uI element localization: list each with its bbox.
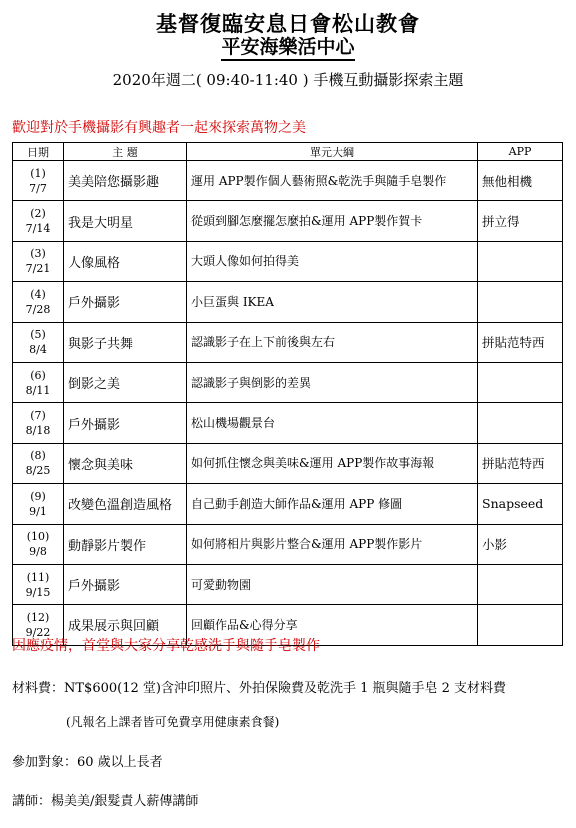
date-cell — [13, 322, 64, 362]
table-header-row — [13, 143, 563, 161]
topic-cell: 戶外攝影 — [64, 282, 187, 322]
date-cell — [13, 201, 64, 241]
session-date: 7/14 — [25, 222, 51, 236]
session-number: (4) — [30, 287, 46, 301]
schedule-table — [12, 142, 563, 646]
header-outline: 單元大綱 — [187, 143, 478, 161]
session-number: (9) — [30, 489, 46, 503]
session-number: (12) — [26, 610, 50, 624]
date-cell — [13, 443, 64, 483]
header-date: 日期 — [13, 143, 64, 161]
table-row — [13, 322, 563, 362]
app-cell: 拼立得 — [478, 201, 563, 241]
topic-cell: 懷念與美味 — [64, 443, 187, 483]
table-row — [13, 241, 563, 281]
date-cell — [13, 161, 64, 201]
topic-cell: 動靜影片製作 — [64, 524, 187, 564]
app-cell — [478, 282, 563, 322]
table-row — [13, 362, 563, 402]
welcome-text: 歡迎對於手機攝影有興趣者一起來探索萬物之美 — [12, 120, 306, 136]
topic-cell: 與影子共舞 — [64, 322, 187, 362]
app-cell: 無他相機 — [478, 161, 563, 201]
outline-cell: 從頭到腳怎麼擺怎麼拍&運用 APP製作賀卡 — [187, 201, 478, 241]
outline-cell: 認識影子在上下前後與左右 — [187, 322, 478, 362]
app-cell: 拼貼范特西 — [478, 322, 563, 362]
outline-cell: 如何抓住懷念與美味&運用 APP製作故事海報 — [187, 443, 478, 483]
topic-cell: 美美陪您攝影趣 — [64, 161, 187, 201]
table-row — [13, 443, 563, 483]
table-row — [13, 484, 563, 524]
course-title: 2020年週二( 09:40-11:40 ) 手機互動攝影探索主題 — [112, 71, 464, 89]
date-cell — [13, 282, 64, 322]
topic-cell: 戶外攝影 — [64, 403, 187, 443]
schedule-body — [13, 161, 563, 646]
center-title — [0, 32, 576, 59]
outline-cell: 松山機場觀景台 — [187, 403, 478, 443]
session-number: (2) — [30, 207, 46, 221]
outline-cell: 可愛動物園 — [187, 564, 478, 604]
session-date: 9/1 — [29, 504, 47, 518]
outline-cell: 回顧作品&心得分享 — [187, 605, 478, 645]
app-cell: 小影 — [478, 524, 563, 564]
outline-cell: 自己動手創造大師作品&運用 APP 修圖 — [187, 484, 478, 524]
table-row — [13, 201, 563, 241]
table-row — [13, 524, 563, 564]
app-cell: 拼貼范特西 — [478, 443, 563, 483]
session-date: 9/15 — [25, 585, 51, 599]
target-audience: 參加對象：60 歲以上長者 — [12, 755, 163, 770]
outline-cell: 認識影子與倒影的差異 — [187, 362, 478, 402]
session-date: 9/22 — [25, 625, 51, 639]
topic-cell: 成果展示與回顧 — [64, 605, 187, 645]
session-date: 7/28 — [25, 302, 51, 316]
outline-cell: 小巨蛋與 IKEA — [187, 282, 478, 322]
outline-cell: 運用 APP製作個人藝術照&乾洗手與隨手皂製作 — [187, 161, 478, 201]
outline-cell: 如何將相片與影片整合&運用 APP製作影片 — [187, 524, 478, 564]
center-title-text: 平安海樂活中心 — [221, 36, 354, 61]
session-date: 8/11 — [25, 383, 51, 397]
topic-cell: 改變色溫創造風格 — [64, 484, 187, 524]
pandemic-notice: 因應疫情，首堂與大家分享乾感洗手與隨手皂製作 — [12, 638, 320, 654]
session-number: (7) — [30, 409, 46, 423]
session-number: (1) — [30, 166, 46, 180]
date-cell — [13, 241, 64, 281]
fee-note: (凡報名上課者皆可免費享用健康素食餐) — [66, 715, 280, 729]
table-row — [13, 564, 563, 604]
church-title: 基督復臨安息日會松山教會 — [156, 11, 420, 36]
date-cell — [13, 362, 64, 402]
date-cell — [13, 484, 64, 524]
table-row — [13, 282, 563, 322]
date-cell — [13, 564, 64, 604]
app-cell: Snapseed — [478, 484, 563, 524]
date-cell — [13, 524, 64, 564]
outline-cell: 大頭人像如何拍得美 — [187, 241, 478, 281]
session-date: 9/8 — [29, 545, 47, 559]
session-date: 8/18 — [25, 424, 51, 438]
session-date: 8/25 — [25, 464, 51, 478]
app-cell — [478, 362, 563, 402]
session-number: (8) — [30, 449, 46, 463]
topic-cell: 我是大明星 — [64, 201, 187, 241]
topic-cell: 戶外攝影 — [64, 564, 187, 604]
date-cell — [13, 403, 64, 443]
session-date: 7/7 — [29, 181, 47, 195]
session-number: (3) — [30, 247, 46, 261]
table-row — [13, 403, 563, 443]
session-date: 7/21 — [25, 262, 51, 276]
header-topic: 主 題 — [64, 143, 187, 161]
session-number: (6) — [30, 368, 46, 382]
session-number: (5) — [30, 328, 46, 342]
topic-cell: 人像風格 — [64, 241, 187, 281]
instructor: 講師：楊美美/銀髮責人薪傳講師 — [12, 794, 199, 809]
app-cell — [478, 605, 563, 645]
app-cell — [478, 403, 563, 443]
app-cell — [478, 241, 563, 281]
session-date: 8/4 — [29, 343, 47, 357]
session-number: (11) — [26, 570, 50, 584]
table-row — [13, 161, 563, 201]
app-cell — [478, 564, 563, 604]
topic-cell: 倒影之美 — [64, 362, 187, 402]
header-app: APP — [478, 143, 563, 161]
material-fee: 材料費：NT$600(12 堂)含沖印照片、外拍保險費及乾洗手 1 瓶與隨手皂 2 支材料費 — [12, 681, 507, 696]
session-number: (10) — [26, 530, 50, 544]
